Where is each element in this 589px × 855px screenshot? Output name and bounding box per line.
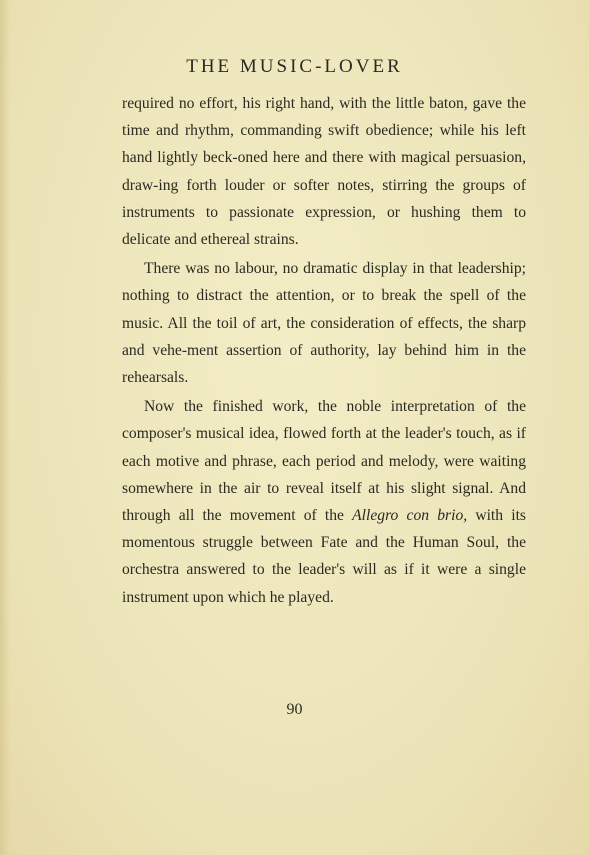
paragraph-3-text-before: Now the finished work, the noble interpretation of the composer's musical idea, flowed forth at the leader's touch, as if each motive and phrase, each period and melody, were waiting somewhere in the air to reveal itself at his slight signal. And through all the movement of the: [122, 398, 526, 525]
page-body: [122, 90, 526, 611]
running-head: THE MUSIC-LOVER: [186, 56, 403, 77]
page-number: 90: [286, 701, 303, 718]
paragraph-1: required no effort, his right hand, with the little baton, gave the time and rhythm, commanding swift obedience; while his left hand lightly beck-oned here and there with magical persuasion, draw-ing forth louder or softer notes, stirring the groups of instruments to passionate expression, or hushing them to delicate and ethereal strains.: [122, 95, 526, 249]
italic-phrase: Allegro con brio,: [352, 507, 468, 525]
paragraph-3-text-after: with its momentous struggle between Fate and the Human Soul, the orchestra answered to the leader's will as if it were a single instrument upon which he played.: [122, 507, 526, 606]
paragraph-3: [122, 393, 526, 611]
paragraph-2: There was no labour, no dramatic display in that leadership; nothing to distract the attention, or to break the spell of the music. All the toil of art, the consideration of effects, the sharp and vehe-ment assertion of authority, lay behind him in the rehearsals.: [122, 260, 526, 387]
